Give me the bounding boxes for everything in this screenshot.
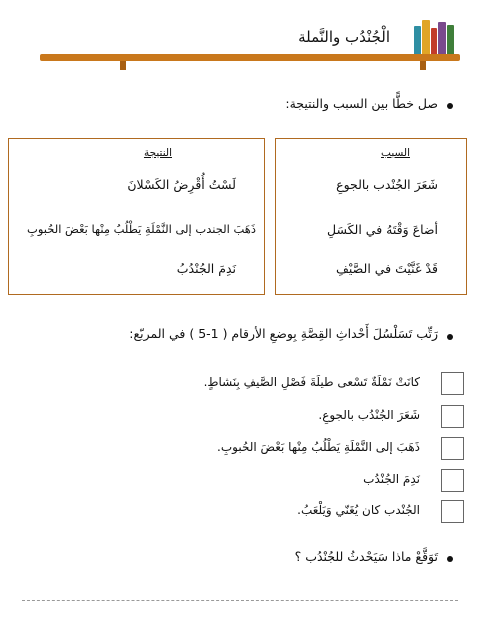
result-item: نَدِمَ الجُنْدُبُ — [176, 261, 236, 276]
result-panel — [8, 138, 265, 295]
order-box[interactable] — [441, 500, 464, 523]
question-cause-result: صل خطًّا بين السبب والنتيجة: — [285, 96, 438, 111]
order-box[interactable] — [441, 469, 464, 492]
order-item: الجُنْدب كان يُغَنّي وَيَلْعَبُ. — [297, 503, 420, 517]
shelf-leg-left — [120, 61, 126, 70]
answer-line — [22, 600, 458, 601]
question-predict: تَوَقَّعْ ماذا سَيَحْدثُ للجُنْدُب ؟ — [294, 549, 438, 564]
bullet — [447, 556, 453, 562]
order-item: ذَهَبَ إلى النَّمْلَةِ يَطْلُبُ مِنْها بَعْضَ الحُبوبِ. — [217, 440, 420, 454]
order-box[interactable] — [441, 372, 464, 395]
cause-item: شَعَرَ الجُنْدب بالجوعِ — [336, 177, 438, 192]
cause-panel — [275, 138, 467, 295]
books-icon — [414, 18, 458, 56]
page-title: الْجُنْدُب والنَّملة — [298, 28, 390, 46]
bullet — [447, 334, 453, 340]
result-heading: النتيجة — [143, 147, 172, 159]
order-box[interactable] — [441, 437, 464, 460]
result-item: لَسْتُ أُقْرِضُ الكَسْلانَ — [127, 177, 236, 192]
cause-item: أضاعَ وَقْتَهُ في الكَسَلِ — [327, 222, 438, 237]
order-item: نَدِمَ الجُنْدُب — [363, 472, 420, 486]
shelf-leg-right — [420, 61, 426, 70]
order-item: كانَتْ نَمْلَةٌ تَسْعى طيلَةَ فَصْلِ الصَّيفِ بِنَشاطٍ. — [203, 375, 420, 389]
shelf — [40, 54, 460, 61]
cause-item: قَدْ غَنَّيْتَ في الصَّيْفِ — [335, 261, 438, 276]
cause-heading: السبب — [381, 147, 410, 159]
result-item: ذَهَبَ الجندب إلى النَّمْلَةِ يَطْلُبُ مِنْها بَعْضَ الحُبوبِ — [27, 222, 256, 236]
order-box[interactable] — [441, 405, 464, 428]
question-order: رَتِّب تَسَلْسُلَ أَحْداثِ القِصَّةِ بِوضعِ الأرقام ( 1-5 ) في المربّع: — [129, 326, 438, 341]
bullet — [447, 103, 453, 109]
order-item: شَعَرَ الجُنْدُب بالجوعِ. — [318, 408, 420, 422]
